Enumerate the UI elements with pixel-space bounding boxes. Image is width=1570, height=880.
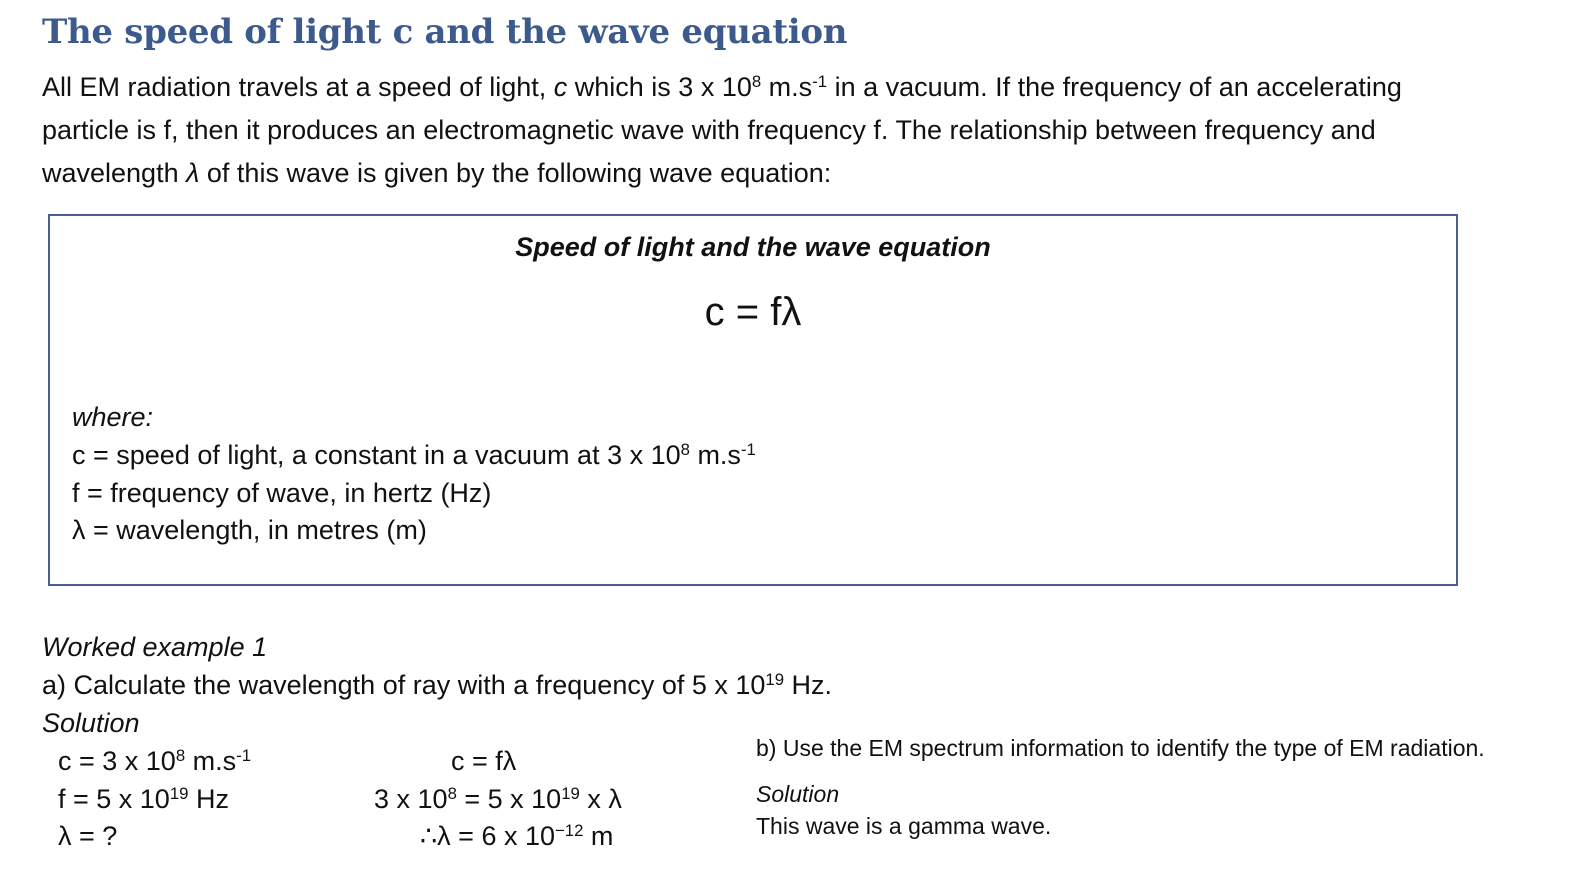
intro-text: All EM radiation travels at a speed of light, xyxy=(42,72,554,102)
working-substitution xyxy=(374,784,622,815)
question-text: Hz. xyxy=(784,670,833,700)
intro-text: which is 3 x 10 xyxy=(567,72,752,102)
working-text: = 5 x 10 xyxy=(456,784,562,814)
exponent: -1 xyxy=(236,745,252,765)
working-result xyxy=(420,821,613,852)
solution-b-label: Solution xyxy=(756,781,840,807)
intro-line-3 xyxy=(42,158,831,189)
where-label: where: xyxy=(72,402,154,432)
exponent: 19 xyxy=(765,669,785,689)
working-text: m xyxy=(583,821,614,851)
exponent: 8 xyxy=(175,745,186,765)
exponent: −12 xyxy=(555,820,584,840)
definition-text: c = speed of light, a constant in a vacuum at 3 x 10 xyxy=(72,440,681,470)
lambda-symbol: λ xyxy=(186,158,200,188)
definition-text: m.s xyxy=(689,440,741,470)
wave-equation: c = fλ xyxy=(704,290,802,334)
given-text: m.s xyxy=(185,746,237,776)
intro-c-symbol: c xyxy=(553,72,568,102)
exponent: 8 xyxy=(680,439,690,459)
given-text: c = 3 x 10 xyxy=(58,746,176,776)
solution-label: Solution xyxy=(42,708,140,738)
equation-box xyxy=(48,214,1458,586)
intro-line-1 xyxy=(42,72,1402,103)
given-text: f = 5 x 10 xyxy=(58,784,170,814)
intro-text: m.s xyxy=(761,72,813,102)
f-definition: f = frequency of wave, in hertz (Hz) xyxy=(72,478,492,508)
given-lambda: λ = ? xyxy=(58,821,118,851)
intro-text: in a vacuum. If the frequency of an accelerating xyxy=(827,72,1402,102)
working-equation: c = fλ xyxy=(451,746,517,776)
lambda-definition: λ = wavelength, in metres (m) xyxy=(72,515,427,545)
working-text: ∴λ = 6 x 10 xyxy=(420,821,555,851)
intro-line-2: particle is f, then it produces an electromagnetic wave with frequency f. The relationship between frequency and xyxy=(42,115,1376,145)
given-text: Hz xyxy=(188,784,229,814)
working-text: x λ xyxy=(579,784,622,814)
answer-b: This wave is a gamma wave. xyxy=(756,813,1052,839)
working-text: 3 x 10 xyxy=(374,784,448,814)
exponent: 19 xyxy=(169,783,189,803)
intro-text: of this wave is given by the following wave equation: xyxy=(199,158,832,188)
exponent: 8 xyxy=(447,783,457,803)
worked-example-heading: Worked example 1 xyxy=(42,632,268,662)
question-a xyxy=(42,670,832,701)
question-b: b) Use the EM spectrum information to identify the type of EM radiation. xyxy=(756,735,1485,761)
intro-text: wavelength xyxy=(42,158,187,188)
c-definition xyxy=(72,440,756,471)
question-text: a) Calculate the wavelength of ray with a frequency of 5 x 10 xyxy=(42,670,766,700)
exponent: 19 xyxy=(561,783,580,803)
exponent: -1 xyxy=(740,439,756,459)
box-title: Speed of light and the wave equation xyxy=(515,232,991,262)
exponent: 8 xyxy=(751,71,762,91)
given-f xyxy=(58,784,229,815)
given-c xyxy=(58,746,251,777)
page-title: The speed of light c and the wave equation xyxy=(42,12,848,52)
exponent: -1 xyxy=(812,71,828,91)
